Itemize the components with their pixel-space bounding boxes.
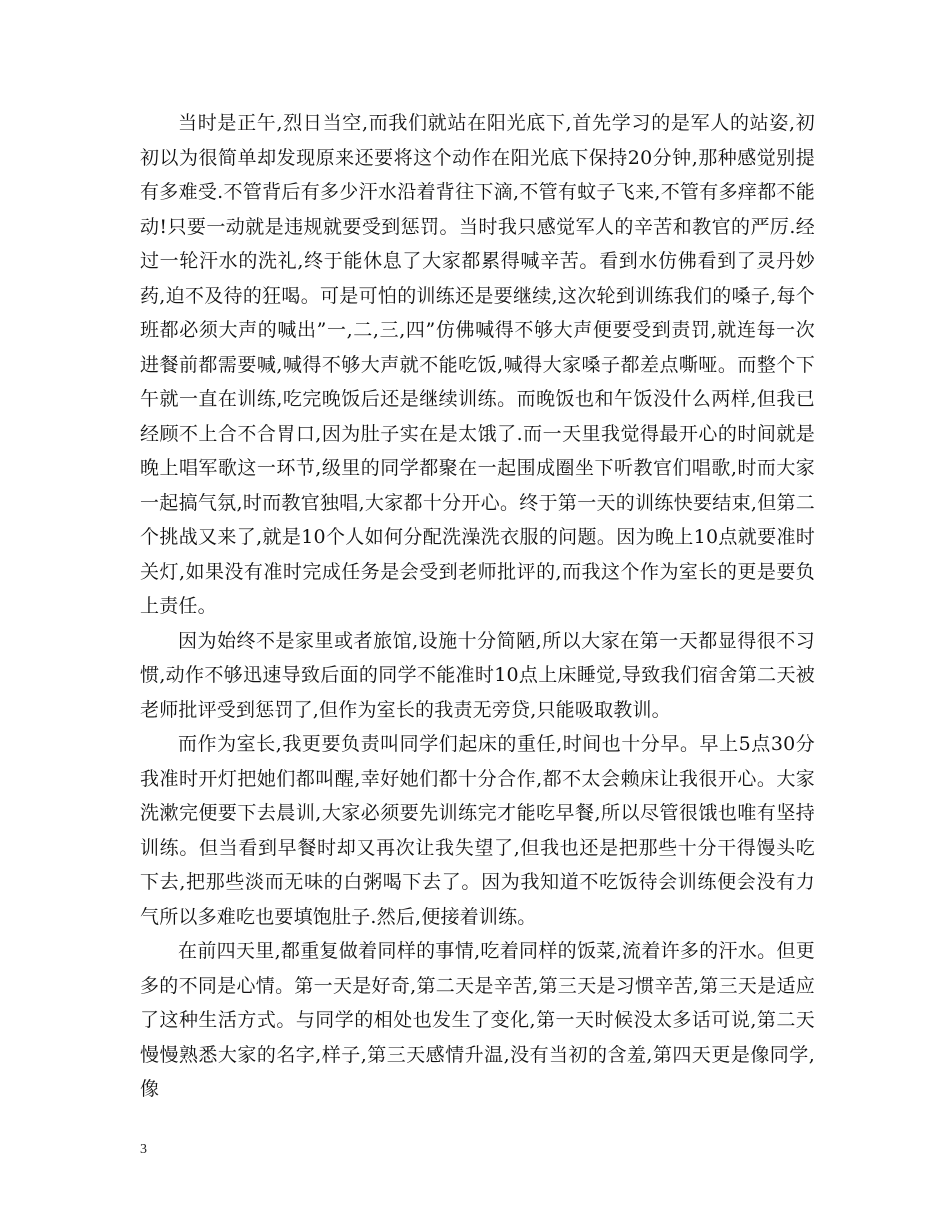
paragraph-1: 当时是正午,烈日当空,而我们就站在阳光底下,首先学习的是军人的站姿,初初以为很简单却发现原来还要将这个动作在阳光底下保持20分钟,那种感觉别提有多难受.不管背后有多少汗水沿着背往下滴,不管有蚊子飞来,不管有多痒都不能动!只要一动就是违规就要受到惩罚。当时我只感觉军人的辛苦和教官的严厉.经过一轮汗水的洗礼,终于能休息了大家都累得喊辛苦。看到水仿佛看到了灵丹妙药,迫不及待的狂喝。可是可怕的训练还是要继续,这次轮到训练我们的嗓子,每个班都必须大声的喊出”一,二,三,四”仿佛喊得不够大声便要受到责罚,就连每一次进餐前都需要喊,喊得不够大声就不能吃饭,喊得大家嗓子都差点嘶哑。而整个下午就一直在训练,吃完晚饭后还是继续训练。而晚饭也和午饭没什么两样,但我已经顾不上合不合胃口,因为肚子实在是太饿了.而一天里我觉得最开心的时间就是晚上唱军歌这一环节,级里的同学都聚在一起围成圈坐下听教官们唱歌,时而大家一起搞气氛,时而教官独唱,大家都十分开心。终于第一天的训练快要结束,但第二个挑战又来了,就是10个人如何分配洗澡洗衣服的问题。因为晚上10点就要准时关灯,如果没有准时完成任务是会受到老师批评的,而我这个作为室长的更是要负上责任。 — [140, 112, 815, 617]
paragraph-3: 而作为室长,我更要负责叫同学们起床的重任,时间也十分早。早上5点30分我准时开灯把她们都叫醒,幸好她们都十分合作,都不太会赖床让我很开心。大家洗漱完便要下去晨训,大家必须要先训练完才能吃早餐,所以尽管很饿也唯有坚持训练。但当看到早餐时却又再次让我失望了,但我也还是把那些十分干得馒头吃下去,把那些淡而无味的白粥喝下去了。因为我知道不吃饭待会训练便会没有力气所以多难吃也要填饱肚子.然后,便接着训练。 — [140, 733, 815, 928]
paragraph-2: 因为始终不是家里或者旅馆,设施十分简陋,所以大家在第一天都显得很不习惯,动作不够迅速导致后面的同学不能准时10点上床睡觉,导致我们宿舍第二天被老师批评受到惩罚了,但作为室长的我责无旁贷,只能吸取教训。 — [140, 629, 815, 721]
paragraph-4: 在前四天里,都重复做着同样的事情,吃着同样的饭菜,流着许多的汗水。但更多的不同是心情。第一天是好奇,第二天是辛苦,第三天是习惯辛苦,第三天是适应了这种生活方式。与同学的相处也发生了变化,第一天时候没太多话可说,第二天慢慢熟悉大家的名字,样子,第三天感情升温,没有当初的含羞,第四天更是像同学,像 — [140, 940, 815, 1100]
page-number: 3 — [140, 1142, 147, 1157]
body-text — [140, 106, 815, 1107]
